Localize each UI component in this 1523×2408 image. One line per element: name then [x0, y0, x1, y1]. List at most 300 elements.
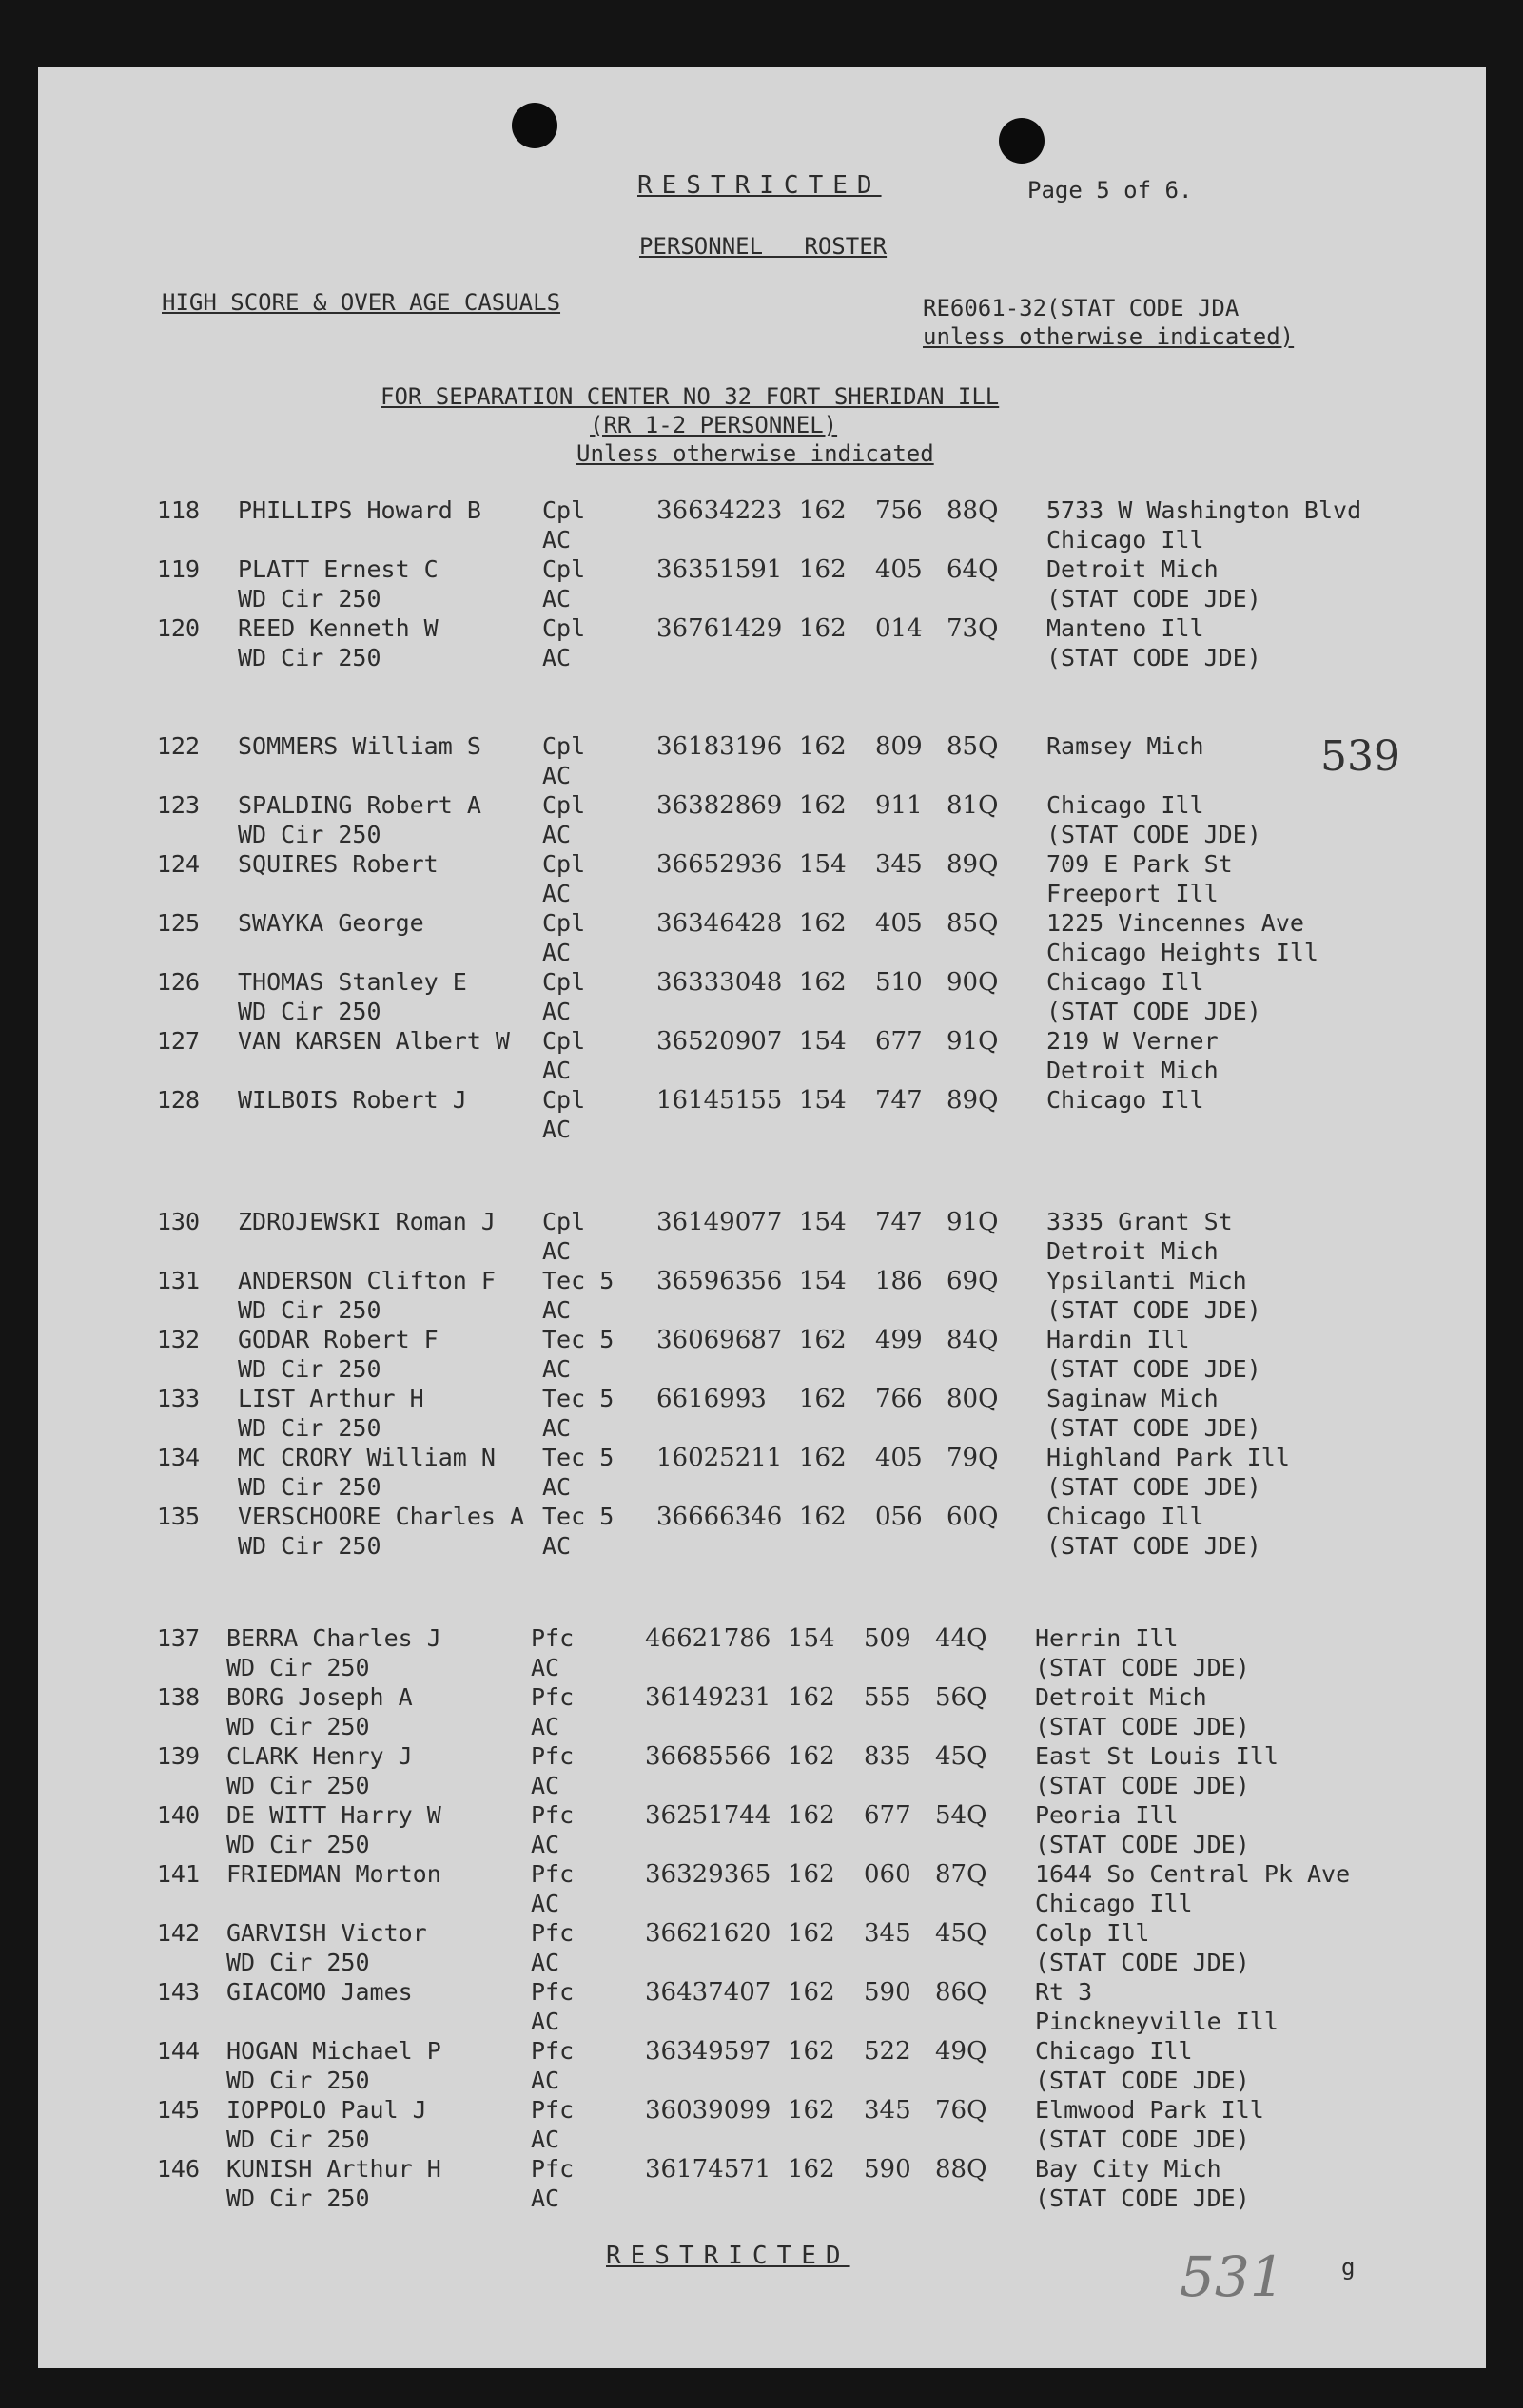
serial-number: 36596356: [656, 1267, 783, 1295]
roster-entry: [38, 1742, 1486, 1801]
soldier-name: FRIEDMAN Morton: [226, 1860, 441, 1888]
wd-circular: WD Cir 250: [238, 821, 381, 848]
mos-code: 154: [799, 1027, 847, 1056]
spec-number: 499: [875, 1326, 923, 1354]
spec-number: 186: [875, 1267, 923, 1295]
corner-mark: g: [1341, 2254, 1356, 2281]
wd-circular: WD Cir 250: [238, 644, 381, 671]
address-line-2: (STAT CODE JDE): [1046, 821, 1261, 848]
spec-number: 747: [875, 1086, 923, 1115]
address-line-2: (STAT CODE JDE): [1046, 585, 1261, 612]
rank: Cpl: [542, 1086, 586, 1114]
entry-number: 125: [156, 909, 200, 937]
rr-personnel: (RR 1-2 PERSONNEL): [590, 412, 838, 438]
spec-number: 522: [864, 2037, 911, 2066]
corps: AC: [542, 526, 572, 553]
rank: Pfc: [531, 1919, 575, 1947]
wd-circular: WD Cir 250: [238, 1414, 381, 1442]
spec-number: 510: [875, 968, 923, 997]
address-line: Colp Ill: [1035, 1919, 1150, 1947]
address-line: Saginaw Mich: [1046, 1385, 1219, 1412]
score-code: 49Q: [935, 2037, 987, 2066]
roster-entry: [38, 1624, 1486, 1683]
wd-circular: WD Cir 250: [238, 998, 381, 1025]
address-line-2: Pinckneyville Ill: [1035, 2008, 1279, 2035]
address-line: Herrin Ill: [1035, 1624, 1179, 1652]
entry-number: 118: [156, 496, 200, 524]
spec-number: 756: [875, 496, 923, 525]
address-line: Detroit Mich: [1046, 555, 1219, 583]
rank: Cpl: [542, 968, 586, 996]
roster-entry: [38, 1801, 1486, 1860]
soldier-name: VAN KARSEN Albert W: [238, 1027, 510, 1055]
address-line-2: (STAT CODE JDE): [1035, 2126, 1250, 2153]
mos-code: 154: [799, 1086, 847, 1115]
mos-code: 162: [799, 555, 847, 584]
address-line-2: (STAT CODE JDE): [1035, 1949, 1250, 1976]
spec-number: 677: [875, 1027, 923, 1056]
address-line: East St Louis Ill: [1035, 1742, 1279, 1770]
soldier-name: BORG Joseph A: [226, 1683, 413, 1711]
rank: Pfc: [531, 2096, 575, 2124]
soldier-name: ZDROJEWSKI Roman J: [238, 1208, 496, 1235]
address-line-2: (STAT CODE JDE): [1046, 1296, 1261, 1324]
corps: AC: [531, 1831, 560, 1858]
roster-title: PERSONNEL ROSTER: [639, 233, 888, 260]
mos-code: 162: [799, 496, 847, 525]
spec-number: 590: [864, 1978, 911, 2007]
address-line: Elmwood Park Ill: [1035, 2096, 1264, 2124]
entry-number: 120: [156, 614, 200, 642]
spec-number: 509: [864, 1624, 911, 1653]
address-line-2: (STAT CODE JDE): [1046, 1414, 1261, 1442]
soldier-name: GODAR Robert F: [238, 1326, 439, 1353]
score-code: 60Q: [947, 1503, 999, 1531]
soldier-name: THOMAS Stanley E: [238, 968, 467, 996]
wd-circular: WD Cir 250: [226, 2126, 370, 2153]
serial-number: 36621620: [645, 1919, 771, 1948]
rank: Pfc: [531, 1742, 575, 1770]
corps: AC: [542, 644, 572, 671]
mos-code: 154: [799, 1208, 847, 1236]
entry-number: 137: [156, 1624, 200, 1652]
score-code: 87Q: [935, 1860, 987, 1889]
roster-entry: [38, 1385, 1486, 1444]
mos-code: 162: [788, 2037, 835, 2066]
mos-code: 162: [788, 1683, 835, 1712]
serial-number: 6616993: [656, 1385, 767, 1413]
spec-number: 405: [875, 555, 923, 584]
rank: Cpl: [542, 1027, 586, 1055]
rank: Pfc: [531, 1978, 575, 2006]
roster-entry: [38, 1027, 1486, 1086]
corps: AC: [542, 1414, 572, 1442]
roster-entry: [38, 1860, 1486, 1919]
serial-number: 36069687: [656, 1326, 783, 1354]
address-line: Rt 3: [1035, 1978, 1093, 2006]
spec-number: 405: [875, 909, 923, 938]
corps: AC: [531, 1654, 560, 1681]
unless-note: Unless otherwise indicated: [576, 440, 934, 467]
serial-number: 36520907: [656, 1027, 783, 1056]
rank: Cpl: [542, 614, 586, 642]
spec-number: 555: [864, 1683, 911, 1712]
soldier-name: SWAYKA George: [238, 909, 424, 937]
entry-number: 126: [156, 968, 200, 996]
address-line: Peoria Ill: [1035, 1801, 1179, 1829]
address-line-2: (STAT CODE JDE): [1035, 1654, 1250, 1681]
mos-code: 162: [788, 2096, 835, 2125]
roster-entry: [38, 2037, 1486, 2096]
mos-code: 162: [788, 1978, 835, 2007]
score-code: 54Q: [935, 1801, 987, 1830]
entry-number: 119: [156, 555, 200, 583]
punch-hole: [512, 103, 557, 148]
address-line-2: Chicago Ill: [1046, 526, 1204, 553]
corps: AC: [542, 939, 572, 966]
score-code: 89Q: [947, 850, 999, 879]
stat-code-note: unless otherwise indicated): [923, 323, 1295, 350]
score-code: 45Q: [935, 1919, 987, 1948]
wd-circular: WD Cir 250: [226, 2185, 370, 2212]
address-line: Highland Park Ill: [1046, 1444, 1290, 1471]
address-line: Chicago Ill: [1046, 968, 1204, 996]
mos-code: 154: [788, 1624, 835, 1653]
address-line: Ramsey Mich: [1046, 732, 1204, 760]
mos-code: 162: [788, 1801, 835, 1830]
serial-number: 36437407: [645, 1978, 771, 2007]
roster-entry: [38, 968, 1486, 1027]
address-line-2: (STAT CODE JDE): [1035, 1831, 1250, 1858]
score-code: 44Q: [935, 1624, 987, 1653]
rank: Cpl: [542, 909, 586, 937]
score-code: 56Q: [935, 1683, 987, 1712]
spec-number: 014: [875, 614, 923, 643]
roster-entry: [38, 732, 1486, 791]
spec-number: 766: [875, 1385, 923, 1413]
soldier-name: IOPPOLO Paul J: [226, 2096, 427, 2124]
wd-circular: WD Cir 250: [238, 585, 381, 612]
soldier-name: MC CRORY William N: [238, 1444, 496, 1471]
rank: Cpl: [542, 555, 586, 583]
roster-entry: [38, 1444, 1486, 1503]
corps: AC: [531, 1772, 560, 1799]
mos-code: 162: [799, 732, 847, 761]
roster-entry: [38, 2155, 1486, 2214]
spec-number: 809: [875, 732, 923, 761]
address-line-2: Detroit Mich: [1046, 1237, 1219, 1265]
roster-entry: [38, 2096, 1486, 2155]
corps: AC: [531, 2008, 560, 2035]
category-heading: HIGH SCORE & OVER AGE CASUALS: [162, 289, 561, 316]
restricted-footer: RESTRICTED: [606, 2242, 850, 2270]
address-line: Ypsilanti Mich: [1046, 1267, 1247, 1294]
address-line: 219 W Verner: [1046, 1027, 1219, 1055]
rank: Pfc: [531, 1860, 575, 1888]
soldier-name: REED Kenneth W: [238, 614, 439, 642]
mos-code: 162: [799, 1326, 847, 1354]
rank: Cpl: [542, 1208, 586, 1235]
score-code: 85Q: [947, 909, 999, 938]
roster-entry: [38, 1683, 1486, 1742]
address-line-2: (STAT CODE JDE): [1035, 2185, 1250, 2212]
rank: Cpl: [542, 791, 586, 819]
score-code: 76Q: [935, 2096, 987, 2125]
soldier-name: BERRA Charles J: [226, 1624, 441, 1652]
address-line: Chicago Ill: [1035, 2037, 1193, 2065]
stat-code-line: RE6061-32(STAT CODE JDA: [923, 295, 1240, 321]
score-code: 69Q: [947, 1267, 999, 1295]
address-line-2: Freeport Ill: [1046, 880, 1219, 907]
address-line: Hardin Ill: [1046, 1326, 1190, 1353]
soldier-name: VERSCHOORE Charles A: [238, 1503, 525, 1530]
wd-circular: WD Cir 250: [238, 1473, 381, 1501]
wd-circular: WD Cir 250: [238, 1296, 381, 1324]
wd-circular: WD Cir 250: [226, 1772, 370, 1799]
address-line-2: Detroit Mich: [1046, 1057, 1219, 1084]
roster-entry: [38, 909, 1486, 968]
score-code: 88Q: [947, 496, 999, 525]
handwritten-number: 531: [1180, 2244, 1285, 2309]
mos-code: 162: [799, 909, 847, 938]
address-line-2: Chicago Heights Ill: [1046, 939, 1318, 966]
rank: Cpl: [542, 732, 586, 760]
entry-number: 135: [156, 1503, 200, 1530]
wd-circular: WD Cir 250: [226, 1713, 370, 1740]
corps: AC: [531, 2185, 560, 2212]
address-line-2: (STAT CODE JDE): [1035, 1772, 1250, 1799]
score-code: 88Q: [935, 2155, 987, 2184]
score-code: 81Q: [947, 791, 999, 820]
serial-number: 46621786: [645, 1624, 771, 1653]
soldier-name: ANDERSON Clifton F: [238, 1267, 496, 1294]
score-code: 64Q: [947, 555, 999, 584]
roster-entry: [38, 496, 1486, 555]
spec-number: 405: [875, 1444, 923, 1472]
soldier-name: PLATT Ernest C: [238, 555, 439, 583]
score-code: 85Q: [947, 732, 999, 761]
serial-number: 16145155: [656, 1086, 783, 1115]
entry-number: 141: [156, 1860, 200, 1888]
mos-code: 162: [799, 614, 847, 643]
address-line-2: (STAT CODE JDE): [1046, 1355, 1261, 1383]
score-code: 80Q: [947, 1385, 999, 1413]
serial-number: 36761429: [656, 614, 783, 643]
address-line: Manteno Ill: [1046, 614, 1204, 642]
serial-number: 36329365: [645, 1860, 771, 1889]
address-line: Chicago Ill: [1046, 1503, 1204, 1530]
spec-number: 345: [864, 1919, 911, 1948]
rank: Tec 5: [542, 1326, 615, 1353]
mos-code: 162: [799, 1503, 847, 1531]
rank: Pfc: [531, 1801, 575, 1829]
wd-circular: WD Cir 250: [238, 1355, 381, 1383]
spec-number: 747: [875, 1208, 923, 1236]
entry-number: 131: [156, 1267, 200, 1294]
serial-number: 36685566: [645, 1742, 771, 1771]
document-page: [38, 67, 1486, 2368]
corps: AC: [542, 821, 572, 848]
soldier-name: LIST Arthur H: [238, 1385, 424, 1412]
serial-number: 36333048: [656, 968, 783, 997]
spec-number: 056: [875, 1503, 923, 1531]
rank: Tec 5: [542, 1444, 615, 1471]
score-code: 79Q: [947, 1444, 999, 1472]
soldier-name: GIACOMO James: [226, 1978, 413, 2006]
serial-number: 36251744: [645, 1801, 771, 1830]
address-line: Chicago Ill: [1046, 1086, 1204, 1114]
soldier-name: GARVISH Victor: [226, 1919, 427, 1947]
soldier-name: KUNISH Arthur H: [226, 2155, 441, 2183]
roster-entry: [38, 1086, 1486, 1145]
mos-code: 162: [799, 1444, 847, 1472]
mos-code: 162: [799, 968, 847, 997]
rank: Pfc: [531, 2037, 575, 2065]
rank: Cpl: [542, 850, 586, 878]
wd-circular: WD Cir 250: [226, 1949, 370, 1976]
entry-number: 140: [156, 1801, 200, 1829]
wd-circular: WD Cir 250: [226, 1654, 370, 1681]
address-line: Bay City Mich: [1035, 2155, 1221, 2183]
serial-number: 36174571: [645, 2155, 771, 2184]
entry-number: 143: [156, 1978, 200, 2006]
serial-number: 36149231: [645, 1683, 771, 1712]
roster-entry: [38, 1208, 1486, 1267]
spec-number: 677: [864, 1801, 911, 1830]
roster-entry: [38, 1326, 1486, 1385]
corps: AC: [542, 585, 572, 612]
soldier-name: HOGAN Michael P: [226, 2037, 441, 2065]
separation-center: FOR SEPARATION CENTER NO 32 FORT SHERIDAN ILL: [381, 383, 1000, 410]
entry-number: 142: [156, 1919, 200, 1947]
spec-number: 345: [875, 850, 923, 879]
roster-entry: [38, 1503, 1486, 1562]
address-line-2: (STAT CODE JDE): [1046, 1473, 1261, 1501]
score-code: 89Q: [947, 1086, 999, 1115]
serial-number: 36666346: [656, 1503, 783, 1531]
serial-number: 36382869: [656, 791, 783, 820]
address-line: 1225 Vincennes Ave: [1046, 909, 1304, 937]
spec-number: 590: [864, 2155, 911, 2184]
serial-number: 36349597: [645, 2037, 771, 2066]
corps: AC: [542, 1296, 572, 1324]
address-line: Chicago Ill: [1046, 791, 1204, 819]
roster-entry: [38, 1267, 1486, 1326]
entry-number: 138: [156, 1683, 200, 1711]
rank: Pfc: [531, 1683, 575, 1711]
rank: Pfc: [531, 1624, 575, 1652]
score-code: 86Q: [935, 1978, 987, 2007]
soldier-name: SPALDING Robert A: [238, 791, 481, 819]
corps: AC: [542, 880, 572, 907]
corps: AC: [531, 1949, 560, 1976]
entry-number: 144: [156, 2037, 200, 2065]
serial-number: 36346428: [656, 909, 783, 938]
spec-number: 345: [864, 2096, 911, 2125]
rank: Cpl: [542, 496, 586, 524]
entry-number: 130: [156, 1208, 200, 1235]
serial-number: 36652936: [656, 850, 783, 879]
soldier-name: CLARK Henry J: [226, 1742, 413, 1770]
entry-number: 127: [156, 1027, 200, 1055]
soldier-name: SOMMERS William S: [238, 732, 481, 760]
roster-entry: [38, 1978, 1486, 2037]
address-line: 709 E Park St: [1046, 850, 1233, 878]
mos-code: 154: [799, 1267, 847, 1295]
rank: Tec 5: [542, 1385, 615, 1412]
score-code: 45Q: [935, 1742, 987, 1771]
entry-number: 145: [156, 2096, 200, 2124]
serial-number: 36634223: [656, 496, 783, 525]
corps: AC: [542, 1237, 572, 1265]
entry-number: 123: [156, 791, 200, 819]
spec-number: 060: [864, 1860, 911, 1889]
entry-number: 122: [156, 732, 200, 760]
score-code: 73Q: [947, 614, 999, 643]
rank: Tec 5: [542, 1267, 615, 1294]
mos-code: 162: [799, 1385, 847, 1413]
mos-code: 154: [799, 850, 847, 879]
rank: Tec 5: [542, 1503, 615, 1530]
mos-code: 162: [788, 1860, 835, 1889]
rank: Pfc: [531, 2155, 575, 2183]
soldier-name: WILBOIS Robert J: [238, 1086, 467, 1114]
serial-number: 36149077: [656, 1208, 783, 1236]
soldier-name: PHILLIPS Howard B: [238, 496, 481, 524]
wd-circular: WD Cir 250: [226, 2067, 370, 2094]
mos-code: 162: [788, 2155, 835, 2184]
spec-number: 835: [864, 1742, 911, 1771]
score-code: 84Q: [947, 1326, 999, 1354]
score-code: 91Q: [947, 1027, 999, 1056]
address-line-2: (STAT CODE JDE): [1046, 998, 1261, 1025]
address-line-2: (STAT CODE JDE): [1035, 2067, 1250, 2094]
roster-entry: [38, 555, 1486, 614]
roster-entry: [38, 1919, 1486, 1978]
address-line: 5733 W Washington Blvd: [1046, 496, 1362, 524]
punch-hole: [999, 118, 1045, 164]
score-code: 90Q: [947, 968, 999, 997]
entry-number: 132: [156, 1326, 200, 1353]
mos-code: 162: [788, 1919, 835, 1948]
corps: AC: [542, 1473, 572, 1501]
serial-number: 36183196: [656, 732, 783, 761]
page-label: Page 5 of 6.: [1027, 177, 1193, 204]
entry-number: 134: [156, 1444, 200, 1471]
entry-number: 124: [156, 850, 200, 878]
margin-number: 539: [1320, 732, 1400, 781]
corps: AC: [531, 1713, 560, 1740]
address-line: 3335 Grant St: [1046, 1208, 1233, 1235]
corps: AC: [542, 1057, 572, 1084]
mos-code: 162: [788, 1742, 835, 1771]
entry-number: 128: [156, 1086, 200, 1114]
corps: AC: [542, 998, 572, 1025]
address-line-2: (STAT CODE JDE): [1046, 1532, 1261, 1560]
address-line: 1644 So Central Pk Ave: [1035, 1860, 1351, 1888]
corps: AC: [531, 2067, 560, 2094]
entry-number: 139: [156, 1742, 200, 1770]
serial-number: 36351591: [656, 555, 783, 584]
roster-entry: [38, 791, 1486, 850]
corps: AC: [542, 762, 572, 789]
address-line-2: (STAT CODE JDE): [1046, 644, 1261, 671]
soldier-name: DE WITT Harry W: [226, 1801, 441, 1829]
corps: AC: [531, 2126, 560, 2153]
score-code: 91Q: [947, 1208, 999, 1236]
address-line-2: Chicago Ill: [1035, 1890, 1193, 1917]
corps: AC: [542, 1355, 572, 1383]
